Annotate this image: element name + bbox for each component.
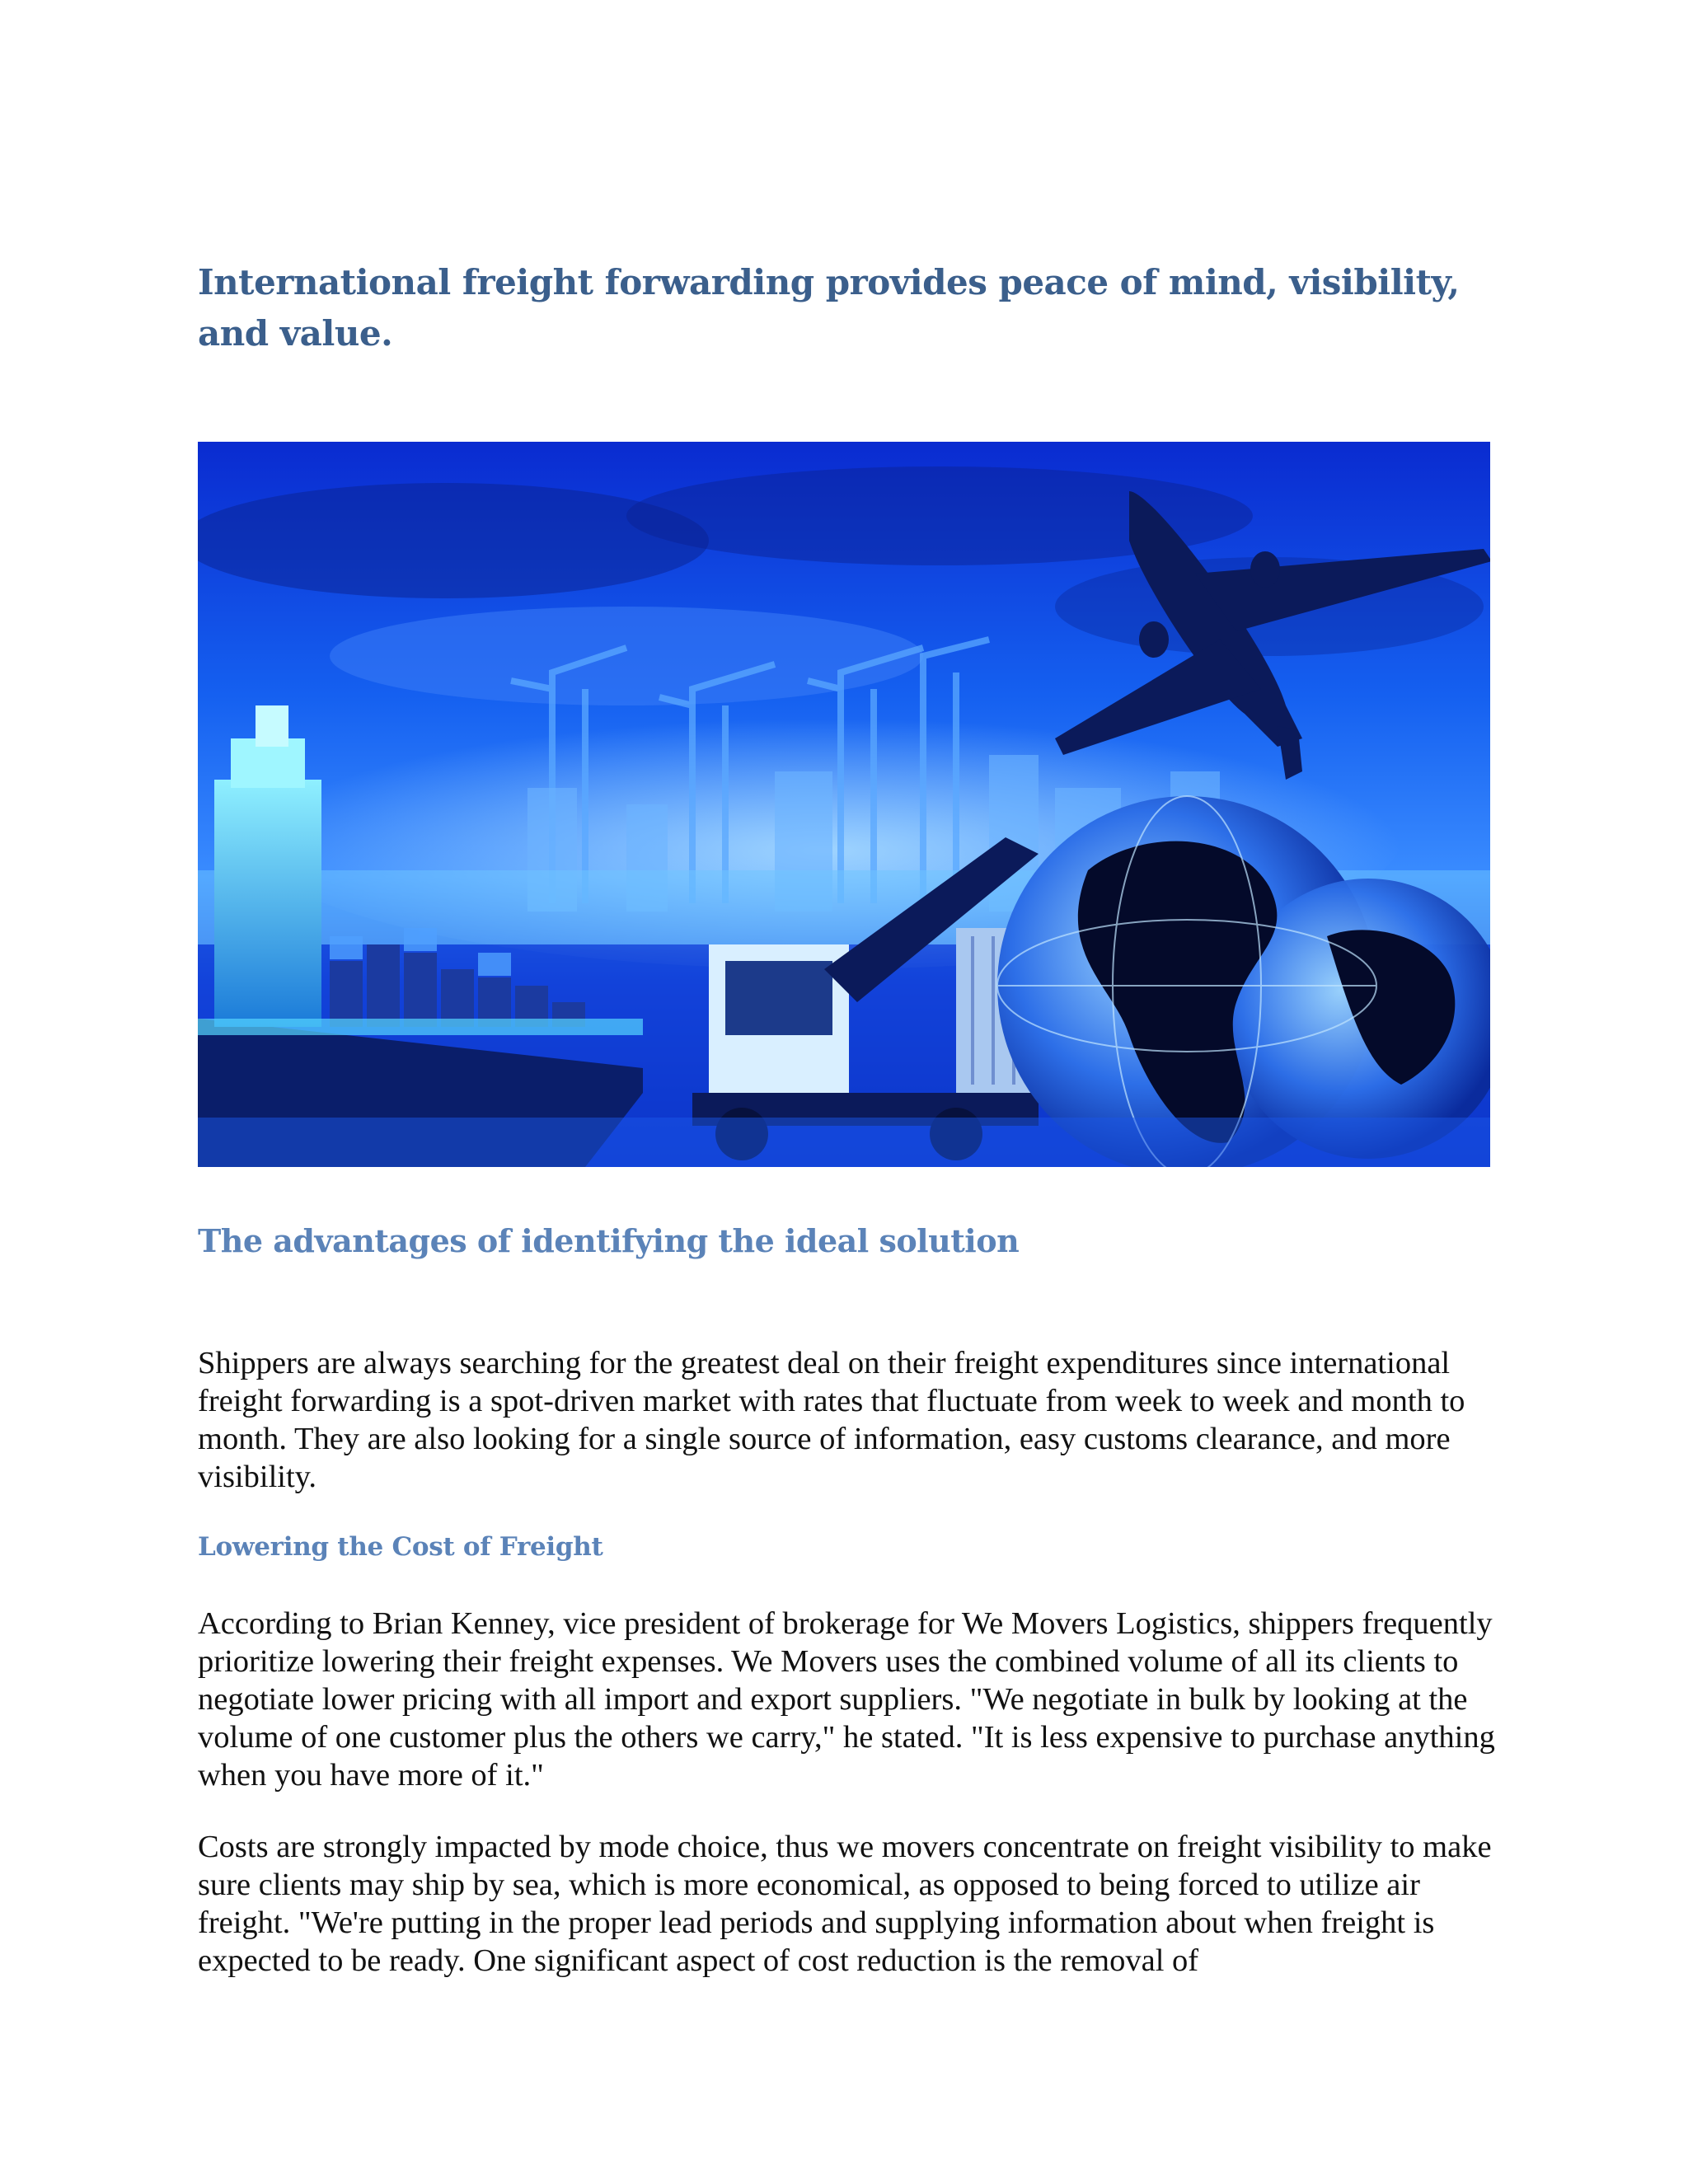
freight-logistics-illustration (198, 442, 1490, 1167)
hero-image (198, 442, 1490, 1167)
section-heading: The advantages of identifying the ideal solution (198, 1222, 1020, 1259)
body-paragraph: Costs are strongly impacted by mode choice, thus we movers concentrate on freight visibility to make sure clients may ship by sea, which is more economical, as opposed to being forced to utilize air freight. "We're putting in the proper lead periods and supplying information about when freight is expected to be ready. One significant aspect of cost reduction is the removal of (198, 1830, 1492, 1978)
subheading: Lowering the Cost of Freight (198, 1532, 603, 1562)
body-paragraph: According to Brian Kenney, vice president of brokerage for We Movers Logistics, shippers frequently prioritize lowering their freight expenses. We Movers uses the combined volume of all its clients to negotiate lower pricing with all import and export suppliers. "We negotiate in bulk by looking at the volume of one customer plus the others we carry," he stated. "It is less expensive to purchase anything when you have more of it." (198, 1606, 1495, 1793)
page-title: International freight forwarding provides peace of mind, visibility, and value. (198, 262, 1460, 354)
intro-paragraph: Shippers are always searching for the greatest deal on their freight expenditures since international freight forwarding is a spot-driven market with rates that fluctuate from week to week and month to month. They are also looking for a single source of information, easy customs clearance, and more visibility. (198, 1346, 1465, 1494)
